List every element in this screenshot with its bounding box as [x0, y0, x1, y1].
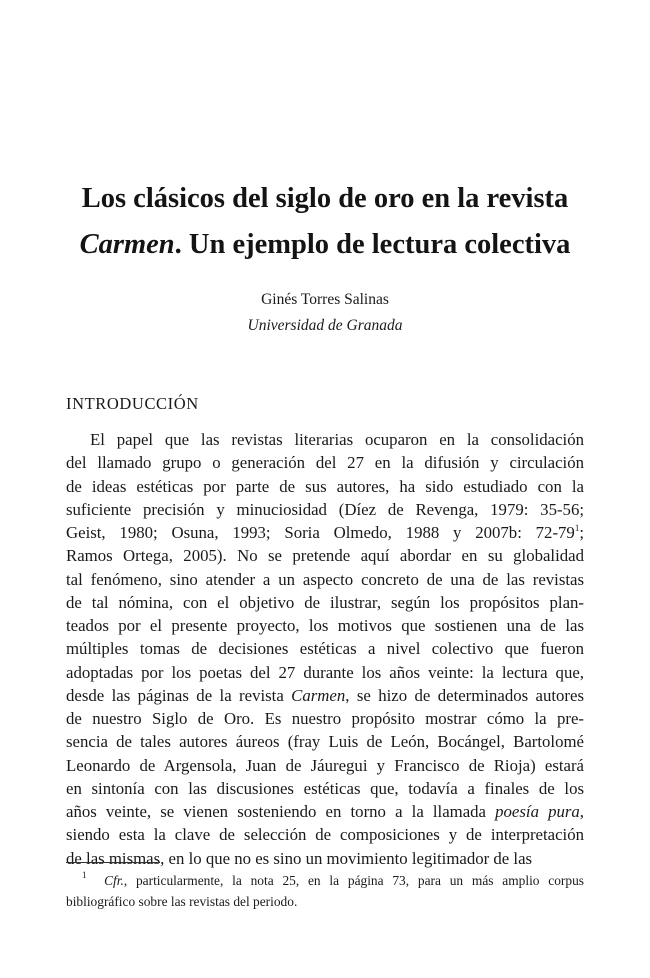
- title-line-2-rest: . Un ejemplo de lectura colectiva: [174, 229, 571, 260]
- paragraph-line: en sintonía con las discusiones estéticas que, todavía a finales de los: [66, 778, 584, 798]
- body-paragraph: [66, 428, 584, 870]
- footnote: [66, 870, 584, 912]
- paragraph-text: Geist, 1980; Osuna, 1993; Soria Olmedo, 1988 y 2007b: 72-79: [66, 523, 575, 542]
- paragraph-text: ;: [579, 523, 584, 542]
- footnote-ref-1: 1: [574, 523, 580, 533]
- paragraph-line: El papel que las revistas literarias ocuparon en la consolidación: [90, 430, 584, 449]
- footnote-line: [66, 870, 584, 891]
- paragraph-line: de tal nómina, con el objetivo de ilustrar, según los propósitos plan-: [66, 592, 584, 612]
- footnote-cfr: Cfr.: [104, 873, 124, 888]
- paragraph-line: del llamado grupo o generación del 27 en la difusión y circulación: [66, 453, 584, 473]
- paragraph-text: años veinte, se vienen sosteniendo en torno a la llamada: [66, 802, 496, 821]
- paragraph-line: de las mismas, en lo que no es sino un movimiento legitimador de las: [66, 848, 533, 868]
- paragraph-line: adoptadas por los poetas del 27 durante los años veinte: la lectura que,: [66, 662, 584, 682]
- paragraph-line: de nuestro Siglo de Oro. Es nuestro propósito mostrar cómo la pre-: [66, 709, 584, 728]
- footnote-text: , particularmente, la nota 25, en la página 73, para un más amplio corpus: [123, 873, 584, 888]
- paragraph-line: [66, 800, 584, 823]
- footnote-separator: [66, 862, 160, 863]
- paragraph-line: teados por el presente proyecto, los motivos que sostienen una de las: [66, 616, 584, 635]
- paragraph-text: desde las páginas de la revista: [66, 685, 292, 705]
- paragraph-text: , se hizo de determinados autores: [345, 685, 584, 705]
- title-line-1: Los clásicos del siglo de oro en la revista: [81, 183, 569, 214]
- paragraph-line: Leonardo de Argensola, Juan de Jáuregui y Francisco de Rioja) estará: [66, 755, 584, 775]
- footnote-line: bibliográfico sobre las revistas del periodo.: [66, 894, 298, 909]
- paragraph-text: ,: [579, 802, 584, 821]
- article-title: [40, 176, 610, 268]
- author-affiliation: Universidad de Granada: [247, 317, 403, 334]
- paragraph-line: [66, 684, 584, 707]
- paragraph-line: de ideas estéticas por parte de sus autores, ha sido estudiado con la: [66, 476, 584, 496]
- paragraph-line: sencia de tales autores áureos (fray Luis de León, Bocángel, Bartolomé: [66, 732, 584, 752]
- author-name: Ginés Torres Salinas: [261, 291, 389, 308]
- paragraph-line: tal fenómeno, sino atender a un aspecto concreto de una de las revistas: [66, 569, 584, 589]
- section-heading: INTRODUCCIÓN: [66, 394, 199, 413]
- paragraph-line: múltiples tomas de decisiones estéticas a nivel colectivo que fueron: [66, 639, 584, 659]
- footnote-number: 1: [82, 870, 87, 880]
- paragraph-line: suficiente precisión y minuciosidad (Díez de Revenga, 1979: 35-56;: [66, 499, 584, 519]
- paragraph-line: siendo esta la clave de selección de composiciones y de interpretación: [66, 825, 584, 845]
- title-journal-name: Carmen: [79, 229, 175, 260]
- paragraph-line: Ramos Ortega, 2005). No se pretende aquí abordar en su globalidad: [66, 546, 584, 566]
- paragraph-line: [66, 521, 584, 544]
- journal-name-italic: Carmen: [291, 685, 346, 705]
- term-italic: poesía pura: [495, 802, 580, 821]
- title-line-2: [40, 222, 610, 268]
